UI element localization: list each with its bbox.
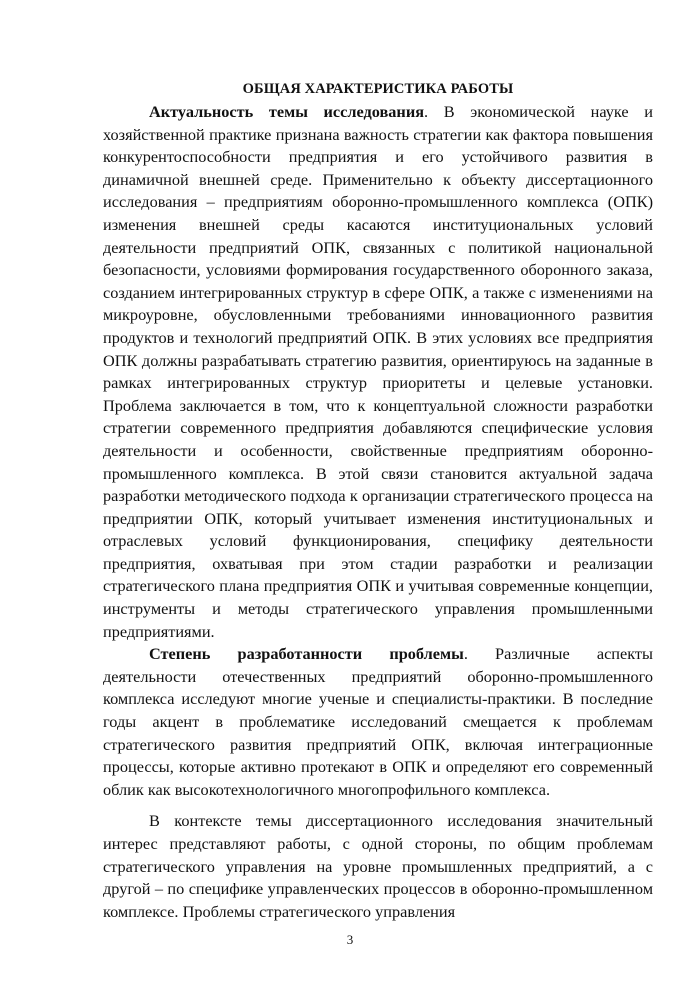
paragraph-text-degree: . Различные аспекты деятельности отечественных предприятий оборонно-промышленного комплекса исследуют многие ученые и специалисты-практики. В последние годы акцент в проблематике исследований смещается к проблемам стратегического развития предприятий ОПК, включая интеграционные процессы, которые активно протекают в ОПК и определяют его современный облик как высокотехнологичного многопрофильного комплекса.: [103, 644, 653, 799]
paragraph-text-relevance: . В экономической науке и хозяйственной практике признана важность стратегии как фактора повышения конкурентоспособности предприятия и его устойчивого развития в динамичной внешней среде. Применительно к объекту диссертационного исследования – предприятиям оборонно-промышленного комплекса (ОПК) изменения внешней среды касаются институциональных условий деятельности предприятий ОПК, связанных с политикой национальной безопасности, условиями формирования государственного оборонного заказа, созданием интегрированных структур в сфере ОПК, а также с изменениями на микроуровне, обусловленными требованиями инновационного развития продуктов и технологий предприятий ОПК. В этих условиях все предприятия ОПК должны разрабатывать стратегию развития, ориентируюсь на заданные в рамках интегрированных структур приоритеты и целевые установки. Проблема заключается в том, что к концептуальной сложности разработки стратегии современного предприятия добавляются специфические условия деятельности и особенности, свойственные предприятиям оборонно-промышленного комплекса. В этой связи становится актуальной задача разработки методического подхода к организации стратегического процесса на предприятии ОПК, который учитывает изменения институциональных и отраслевых условий функционирования, специфику деятельности предприятия, охватывая при этом стадии разработки и реализации стратегического плана предприятия ОПК и учитывая современные концепции, инструменты и методы стратегического управления промышленными предприятиями.: [103, 102, 653, 641]
paragraph-lead-relevance: Актуальность темы исследования: [149, 102, 425, 121]
paragraph-relevance: [103, 101, 653, 643]
paragraph-lead-degree: Степень разработанности проблемы: [149, 644, 464, 664]
document-page: [103, 78, 653, 923]
paragraph-context: [103, 810, 653, 923]
document-title: ОБЩАЯ ХАРАКТЕРИСТИКА РАБОТЫ: [242, 81, 514, 97]
paragraph-degree: [103, 643, 653, 801]
page-number: 3: [346, 932, 354, 947]
paragraph-text-context: В контексте темы диссертационного исследования значительный интерес представляют работы, с одной стороны, по общим проблемам стратегического управления на уровне промышленных предприятий, а с другой – по специфике управленческих процессов в оборонно-промышленном комплексе. Проблемы стратегического управления: [103, 811, 653, 921]
